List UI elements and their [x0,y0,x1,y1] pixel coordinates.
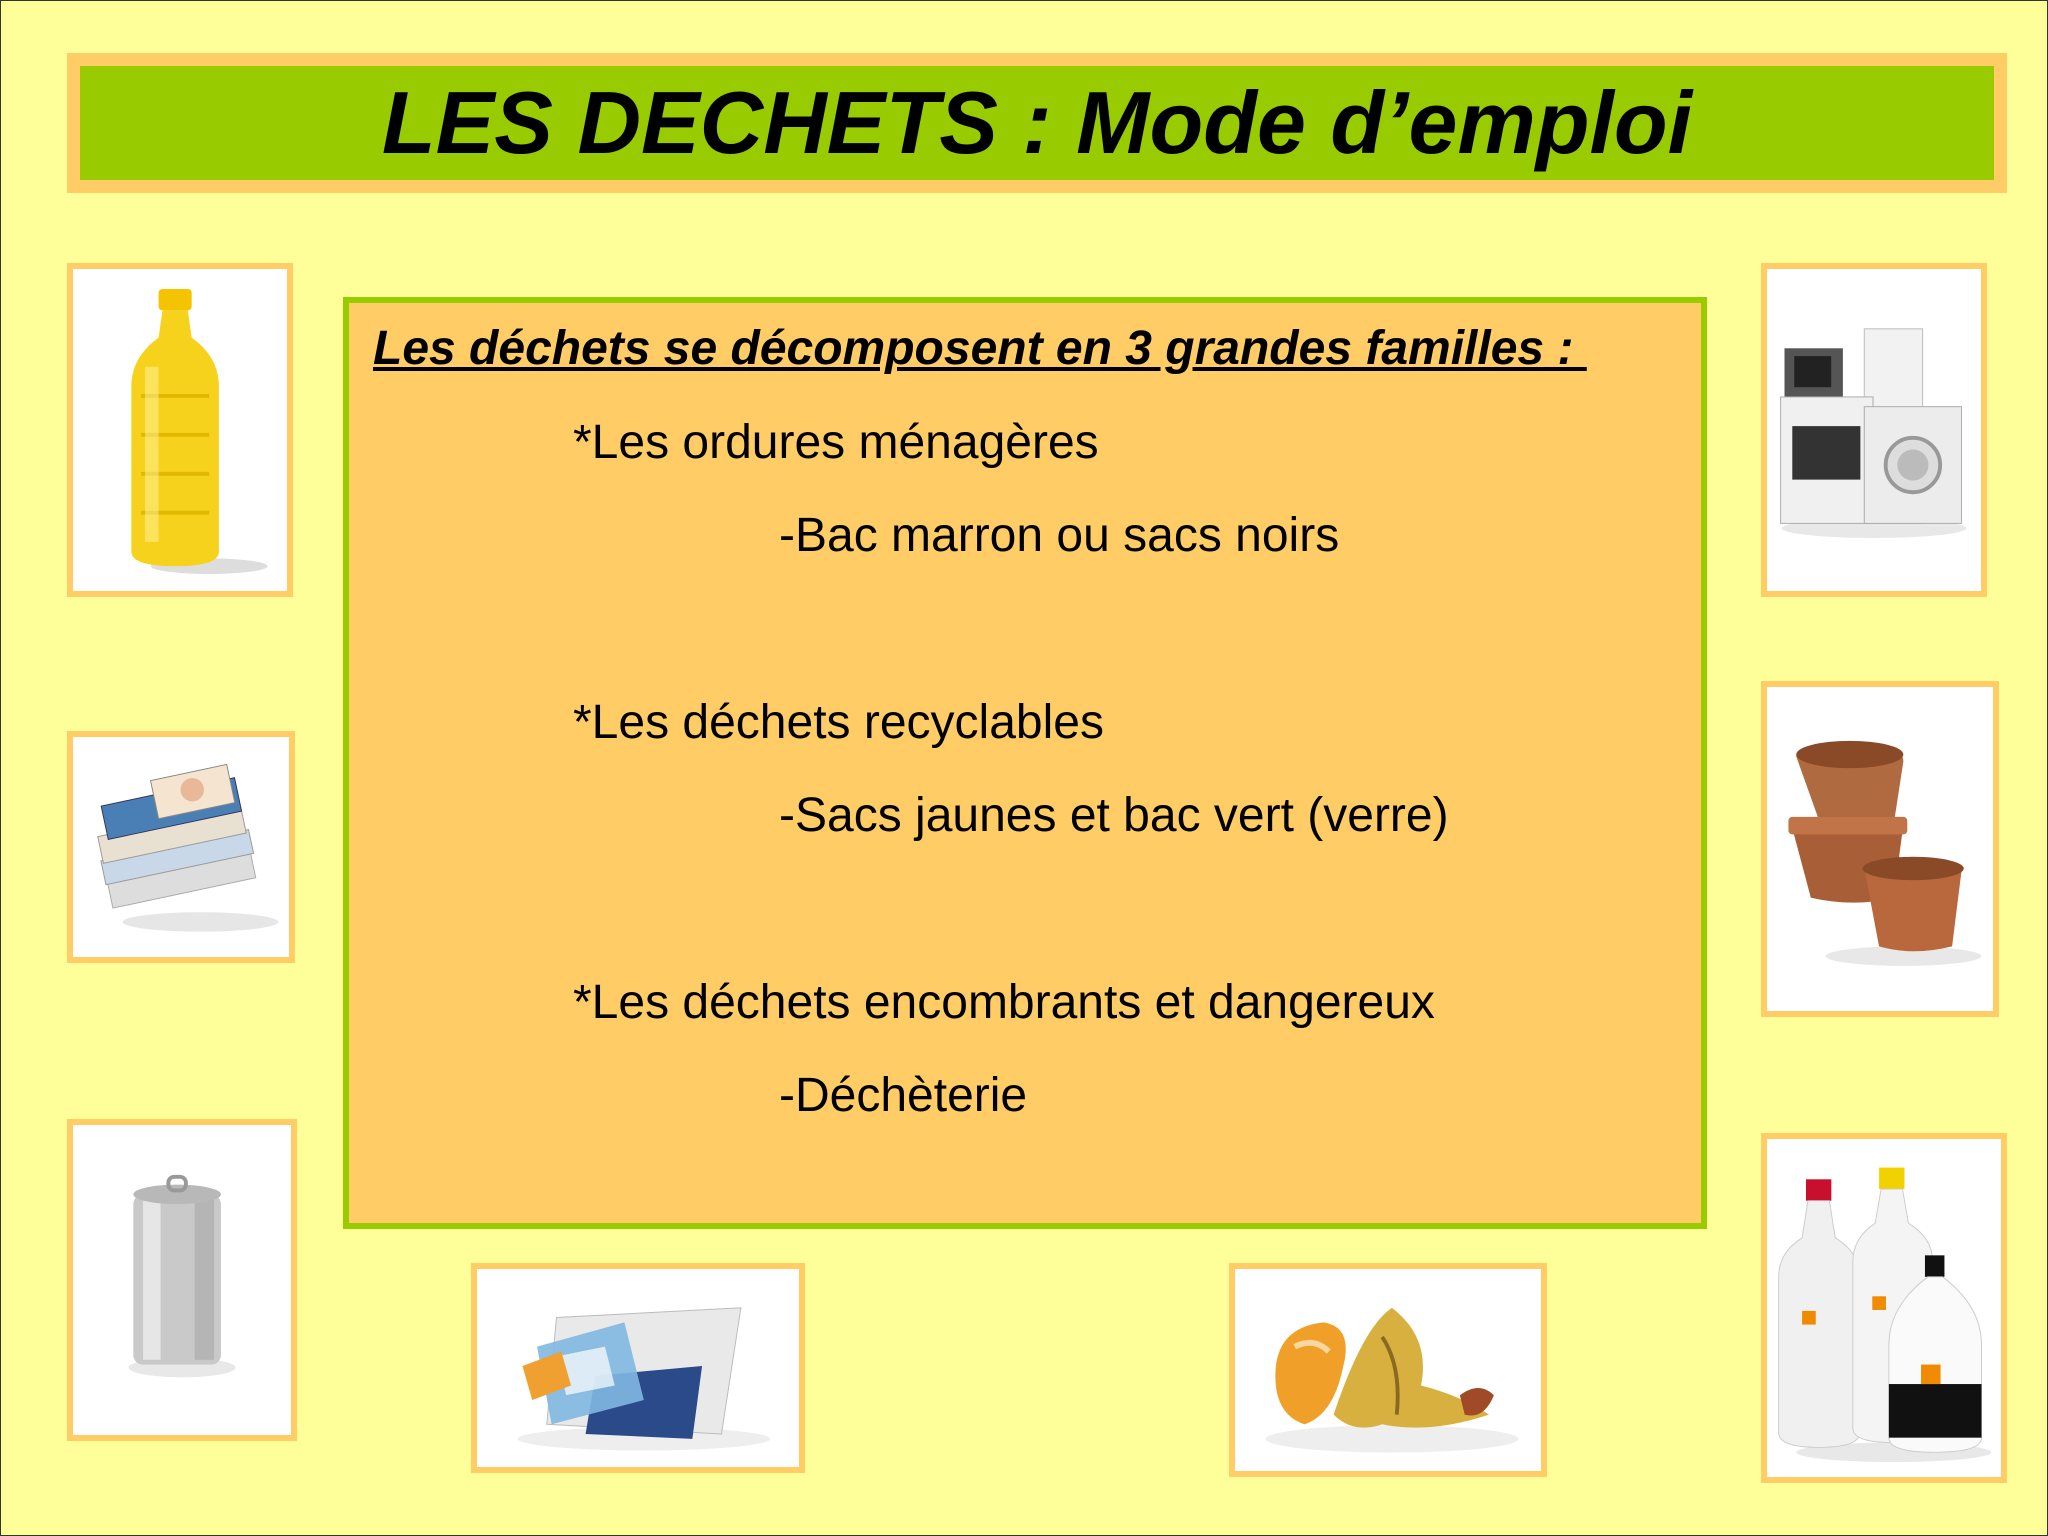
appliances-icon [1767,269,1981,591]
page-title: LES DECHETS : Mode d’emploi [381,73,1693,172]
content-heading: Les déchets se décomposent en 3 grandes familles : [373,322,1587,375]
content-box [343,297,1707,1229]
category-1-detail: -Bac marron ou sacs noirs [779,509,1340,562]
photo-plastic-packaging [471,1263,805,1473]
category-1-name: *Les ordures ménagères [573,416,1099,469]
title-banner [67,53,2007,193]
peels-icon [1235,1269,1541,1471]
title-banner-inner [80,66,1994,180]
photo-terracotta-pots [1761,681,1999,1017]
packaging-icon [477,1269,799,1467]
photo-aluminium-can [67,1119,297,1441]
yellow-bottle-icon [73,269,287,591]
category-3-name: *Les déchets encombrants et dangereux [573,976,1435,1029]
category-3-detail: -Déchèterie [779,1069,1028,1122]
photo-fruit-peels [1229,1263,1547,1477]
pots-icon [1767,687,1993,1011]
category-2-detail: -Sacs jaunes et bac vert (verre) [779,789,1449,842]
chemical-bottles-icon [1767,1139,2001,1477]
photo-yellow-bottle [67,263,293,597]
photo-chemical-bottles [1761,1133,2007,1483]
can-icon [73,1125,291,1435]
category-2-name: *Les déchets recyclables [573,696,1104,749]
photo-magazines [67,731,295,963]
photo-appliances [1761,263,1987,597]
magazines-icon [73,737,289,957]
